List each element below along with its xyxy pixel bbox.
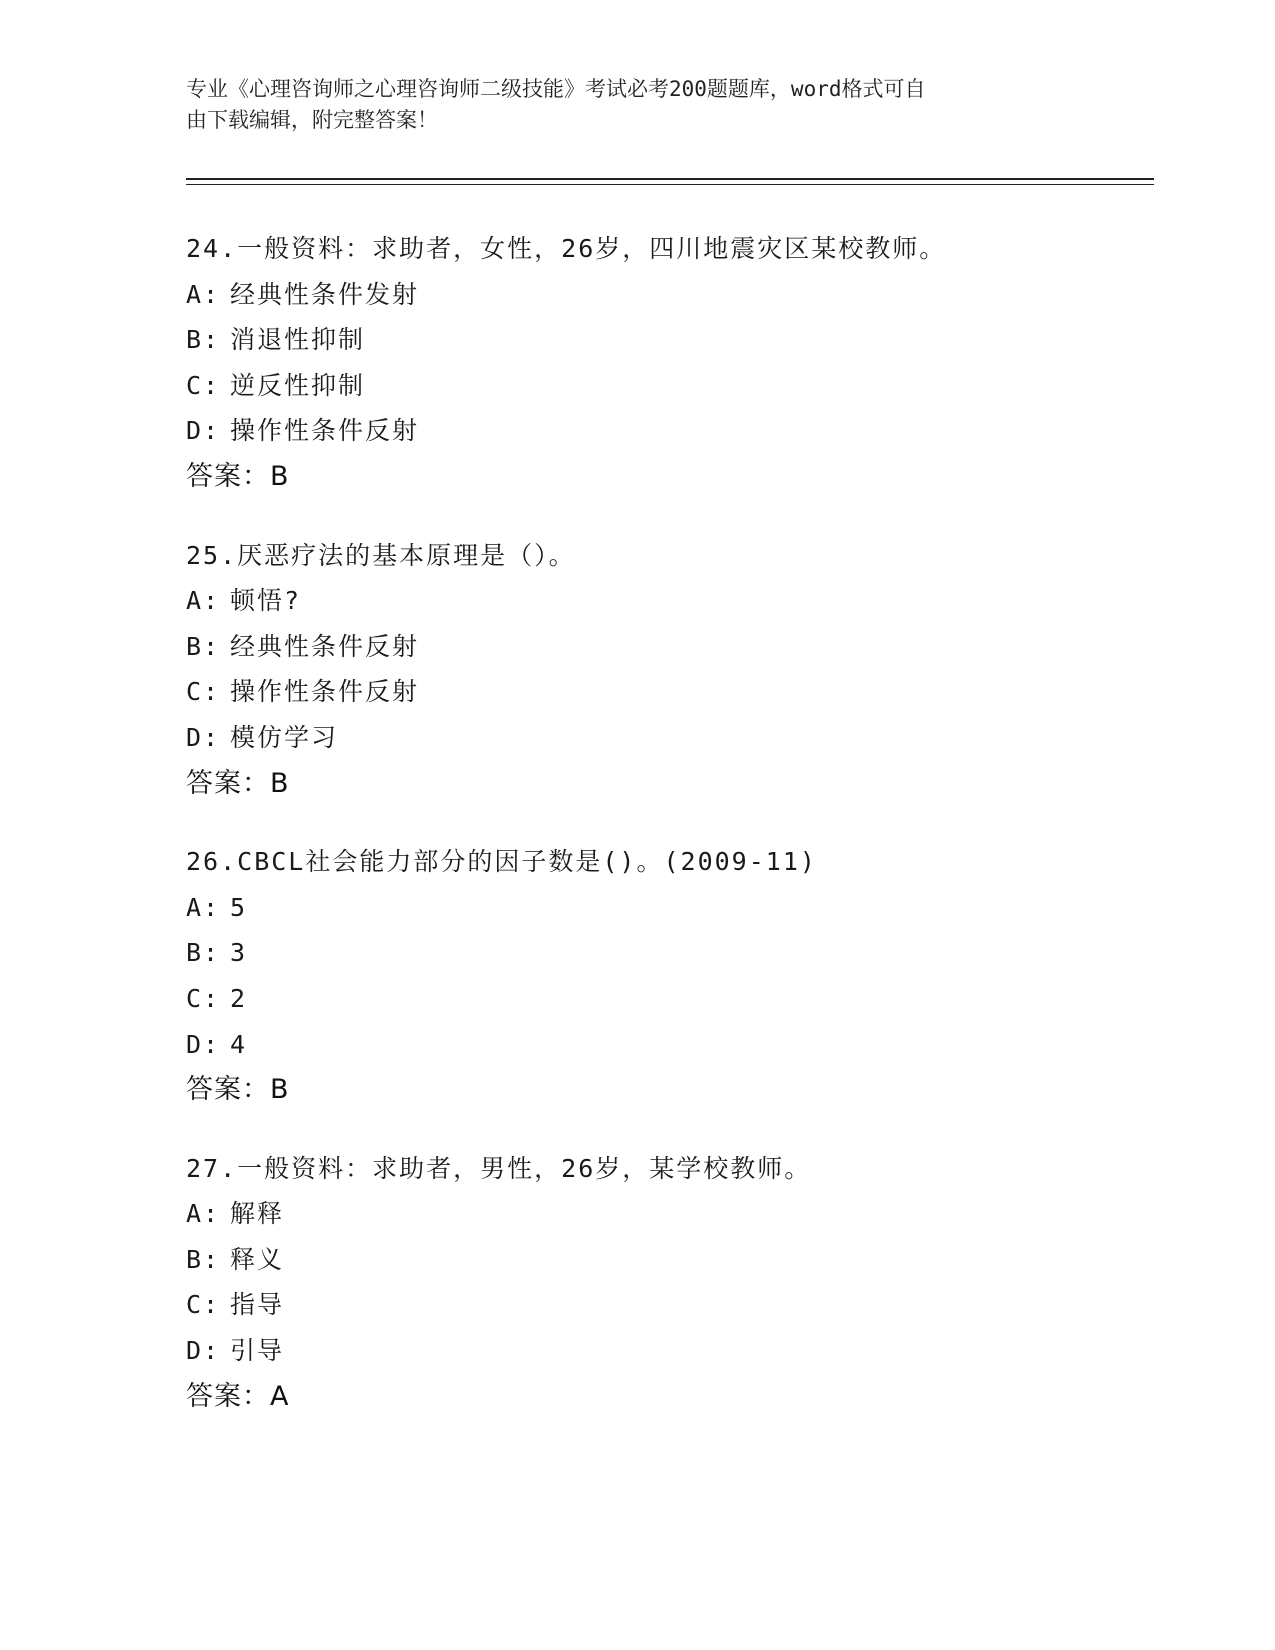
option-label: A:	[186, 892, 221, 922]
question-text: 26.CBCL社会能力部分的因子数是()。(2009-11)	[186, 847, 817, 877]
answer-line: 答案：B	[186, 767, 290, 799]
question-27	[186, 1146, 1146, 1420]
option-label: B:	[186, 325, 221, 355]
option-label: A:	[186, 586, 221, 616]
option-b	[186, 930, 1146, 976]
option-label: C:	[186, 1290, 221, 1320]
question-26	[186, 839, 1146, 1113]
option-label: B:	[186, 631, 221, 661]
option-label: C:	[186, 370, 221, 400]
option-a	[186, 1191, 1146, 1237]
option-label: D:	[186, 1336, 221, 1366]
question-text: 27.一般资料：求助者，男性，26岁，某学校教师。	[186, 1153, 812, 1183]
option-text: 操作性条件反射	[230, 677, 420, 707]
option-text: 释义	[230, 1244, 285, 1274]
header-divider-thick	[186, 178, 1154, 180]
option-text: 经典性条件反射	[230, 631, 420, 661]
option-b	[186, 317, 1146, 363]
option-b	[186, 624, 1146, 670]
option-text: 引导	[230, 1336, 285, 1366]
option-d	[186, 1328, 1146, 1374]
option-label: B:	[186, 1244, 221, 1274]
option-c	[186, 976, 1146, 1022]
option-label: C:	[186, 983, 221, 1013]
option-label: A:	[186, 279, 221, 309]
option-a	[186, 578, 1146, 624]
option-text: 4	[230, 1029, 248, 1059]
answer-line: 答案：A	[186, 1380, 290, 1412]
option-label: D:	[186, 1029, 221, 1059]
option-text: 操作性条件反射	[230, 416, 420, 446]
option-label: D:	[186, 722, 221, 752]
header-divider-thin	[186, 184, 1154, 185]
option-text: 逆反性抑制	[230, 370, 366, 400]
option-c	[186, 363, 1146, 409]
question-24	[186, 226, 1146, 500]
option-text: 5	[230, 892, 248, 922]
option-label: C:	[186, 677, 221, 707]
option-label: D:	[186, 416, 221, 446]
option-text: 解释	[230, 1199, 285, 1229]
option-label: A:	[186, 1199, 221, 1229]
option-text: 2	[230, 983, 248, 1013]
document-header	[186, 74, 1066, 136]
question-25	[186, 533, 1146, 807]
option-text: 模仿学习	[230, 722, 339, 752]
option-d	[186, 408, 1146, 454]
answer-line: 答案：B	[186, 460, 290, 492]
option-label: B:	[186, 938, 221, 968]
option-a	[186, 272, 1146, 318]
answer-line: 答案：B	[186, 1074, 290, 1106]
option-a	[186, 885, 1146, 931]
question-text: 24.一般资料：求助者，女性，26岁，四川地震灾区某校教师。	[186, 234, 947, 263]
question-list	[186, 226, 1146, 1452]
option-text: 指导	[230, 1290, 285, 1320]
header-line-1: 专业《心理咨询师之心理咨询师二级技能》考试必考200题题库，word格式可自	[186, 77, 926, 101]
option-text: 消退性抑制	[230, 325, 366, 355]
option-c	[186, 669, 1146, 715]
option-d	[186, 715, 1146, 761]
option-d	[186, 1022, 1146, 1068]
question-text: 25.厌恶疗法的基本原理是（）。	[186, 540, 576, 570]
header-line-2: 由下载编辑，附完整答案！	[186, 108, 438, 132]
option-text: 3	[230, 938, 248, 968]
option-text: 顿悟?	[230, 586, 302, 616]
option-text: 经典性条件发射	[230, 279, 420, 309]
option-c	[186, 1282, 1146, 1328]
option-b	[186, 1237, 1146, 1283]
